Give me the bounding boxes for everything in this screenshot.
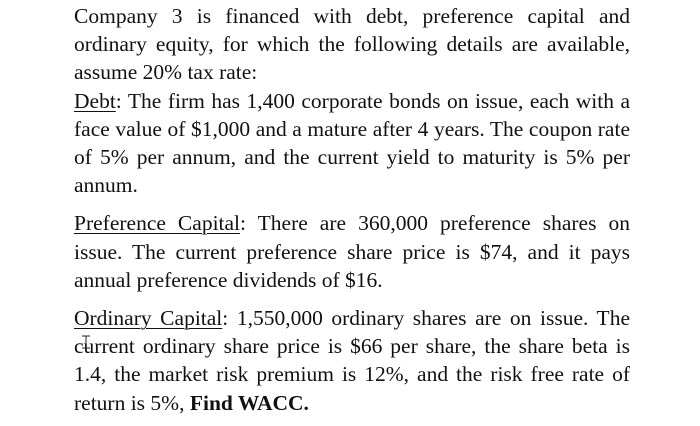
preference-text: : There are 360,000 preference shares on issue. The current preference share price is $74, and it pays annual preference dividends of $16. [74,211,630,292]
debt-paragraph [74,87,630,200]
intro-paragraph [74,2,630,87]
preference-heading: Preference Capital [74,211,241,236]
text-cursor-icon [81,335,91,349]
preference-paragraph [74,209,630,294]
debt-heading: Debt [74,88,116,113]
task-text: Find WACC. [189,390,309,415]
ordinary-text: : 1,550,000 ordinary shares are on issue. The current ordinary share price is $66 per share, the share beta is 1.4, the market risk premium is 12%, and the risk free rate of return is 5%, [74,306,630,415]
question-document [74,2,630,417]
intro-text: Company 3 is financed with debt, preference capital and ordinary equity, for which the following details are available, assume 20% tax rate: [74,4,630,85]
ordinary-paragraph [74,304,630,417]
ordinary-heading: Ordinary Capital [74,306,223,331]
debt-text: : The firm has 1,400 corporate bonds on issue, each with a face value of $1,000 and a mature after 4 years. The coupon rate of 5% per annum, and the current yield to maturity is 5% per annum. [74,88,630,198]
